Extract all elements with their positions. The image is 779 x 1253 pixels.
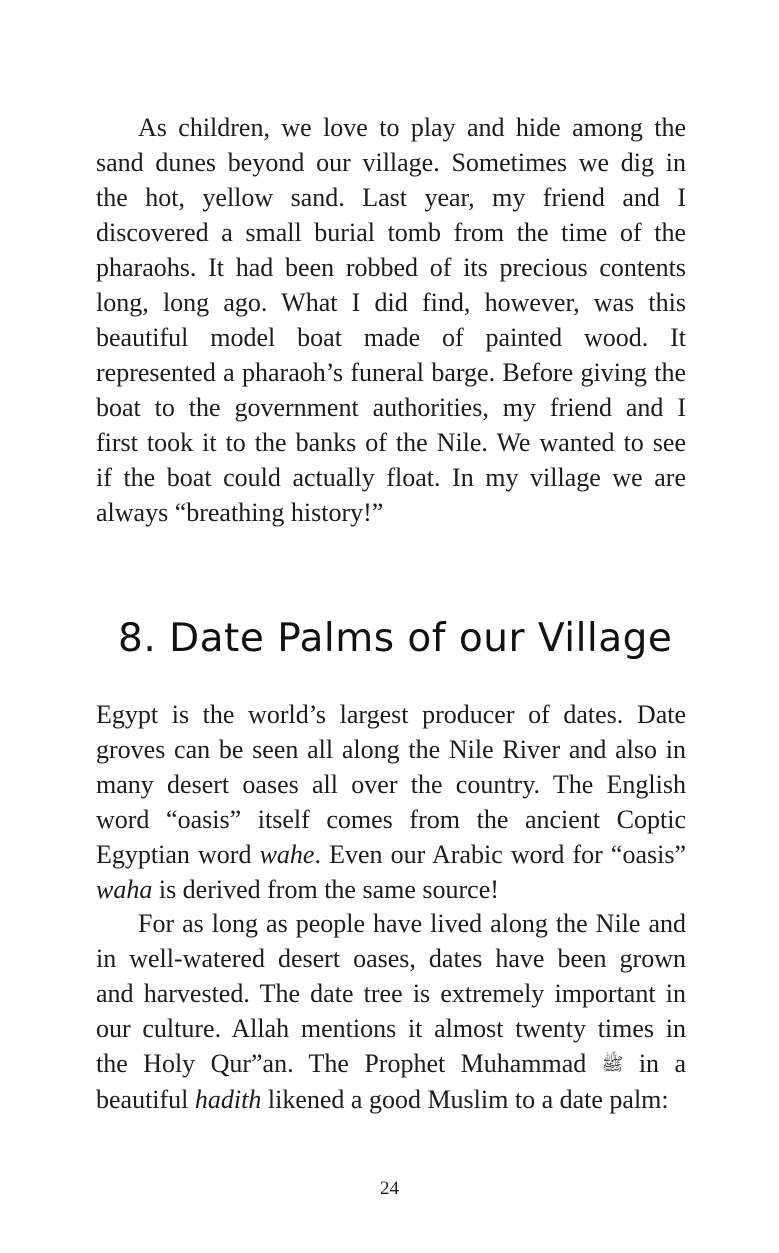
text-line: beautiful model boat made of painted wood. It [96, 323, 686, 352]
italic-word-waha: waha [96, 875, 153, 904]
paragraph-egypt-dates [96, 697, 686, 907]
text-line: boat to the government authorities, my friend and I [96, 393, 686, 422]
text-line [96, 1046, 686, 1082]
text-line: first took it to the banks of the Nile. We wanted to see [96, 428, 686, 457]
text-line: pharaohs. It had been robbed of its precious contents [96, 253, 686, 282]
chapter-heading: 8. Date Palms of our Village [118, 616, 673, 661]
paragraph-date-tree [96, 906, 686, 1117]
italic-word-hadith: hadith [194, 1085, 262, 1114]
text-line: in well-watered desert oases, dates have been grown [96, 944, 686, 973]
text-line: the hot, yellow sand. Last year, my friend and I [96, 183, 686, 212]
page-number: 24 [380, 1178, 399, 1199]
italic-word-wahe: wahe [259, 840, 315, 869]
text-run: Egyptian word [96, 840, 260, 869]
text-line: sand dunes beyond our village. Sometimes we dig in [96, 148, 686, 177]
text-line: always “breathing history!” [96, 498, 384, 527]
text-run: . Even our Arabic word for “oasis” [314, 840, 686, 869]
salawat-symbol: ﷺ [601, 1054, 624, 1074]
text-run: beautiful [96, 1085, 195, 1114]
text-line: and harvested. The date tree is extremely important in [96, 979, 686, 1008]
text-line [96, 872, 686, 907]
text-line: if the boat could actually float. In my village we are [96, 463, 686, 492]
text-line: many desert oases all over the country. The English [96, 770, 686, 799]
text-line [96, 837, 686, 872]
text-line: discovered a small burial tomb from the time of the [96, 218, 686, 247]
text-line: long, long ago. What I did find, however, was this [96, 288, 686, 317]
text-line: groves can be seen all along the Nile River and also in [96, 735, 686, 764]
text-run: the Holy Qur”an. The Prophet Muhammad [96, 1049, 602, 1078]
text-run: in a [623, 1049, 686, 1078]
text-line: As children, we love to play and hide among the [138, 113, 686, 142]
text-line: Egypt is the world’s largest producer of dates. Date [96, 700, 686, 729]
text-line: our culture. Allah mentions it almost twenty times in [96, 1014, 686, 1043]
text-line: word “oasis” itself comes from the ancient Coptic [96, 805, 686, 834]
text-line [96, 1082, 686, 1117]
text-line: represented a pharaoh’s funeral barge. Before giving the [96, 358, 686, 387]
text-line: For as long as people have lived along the Nile and [138, 909, 686, 938]
text-run: is derived from the same source! [152, 875, 499, 904]
paragraph-boat-story [96, 110, 686, 530]
text-run: likened a good Muslim to a date palm: [261, 1085, 669, 1114]
